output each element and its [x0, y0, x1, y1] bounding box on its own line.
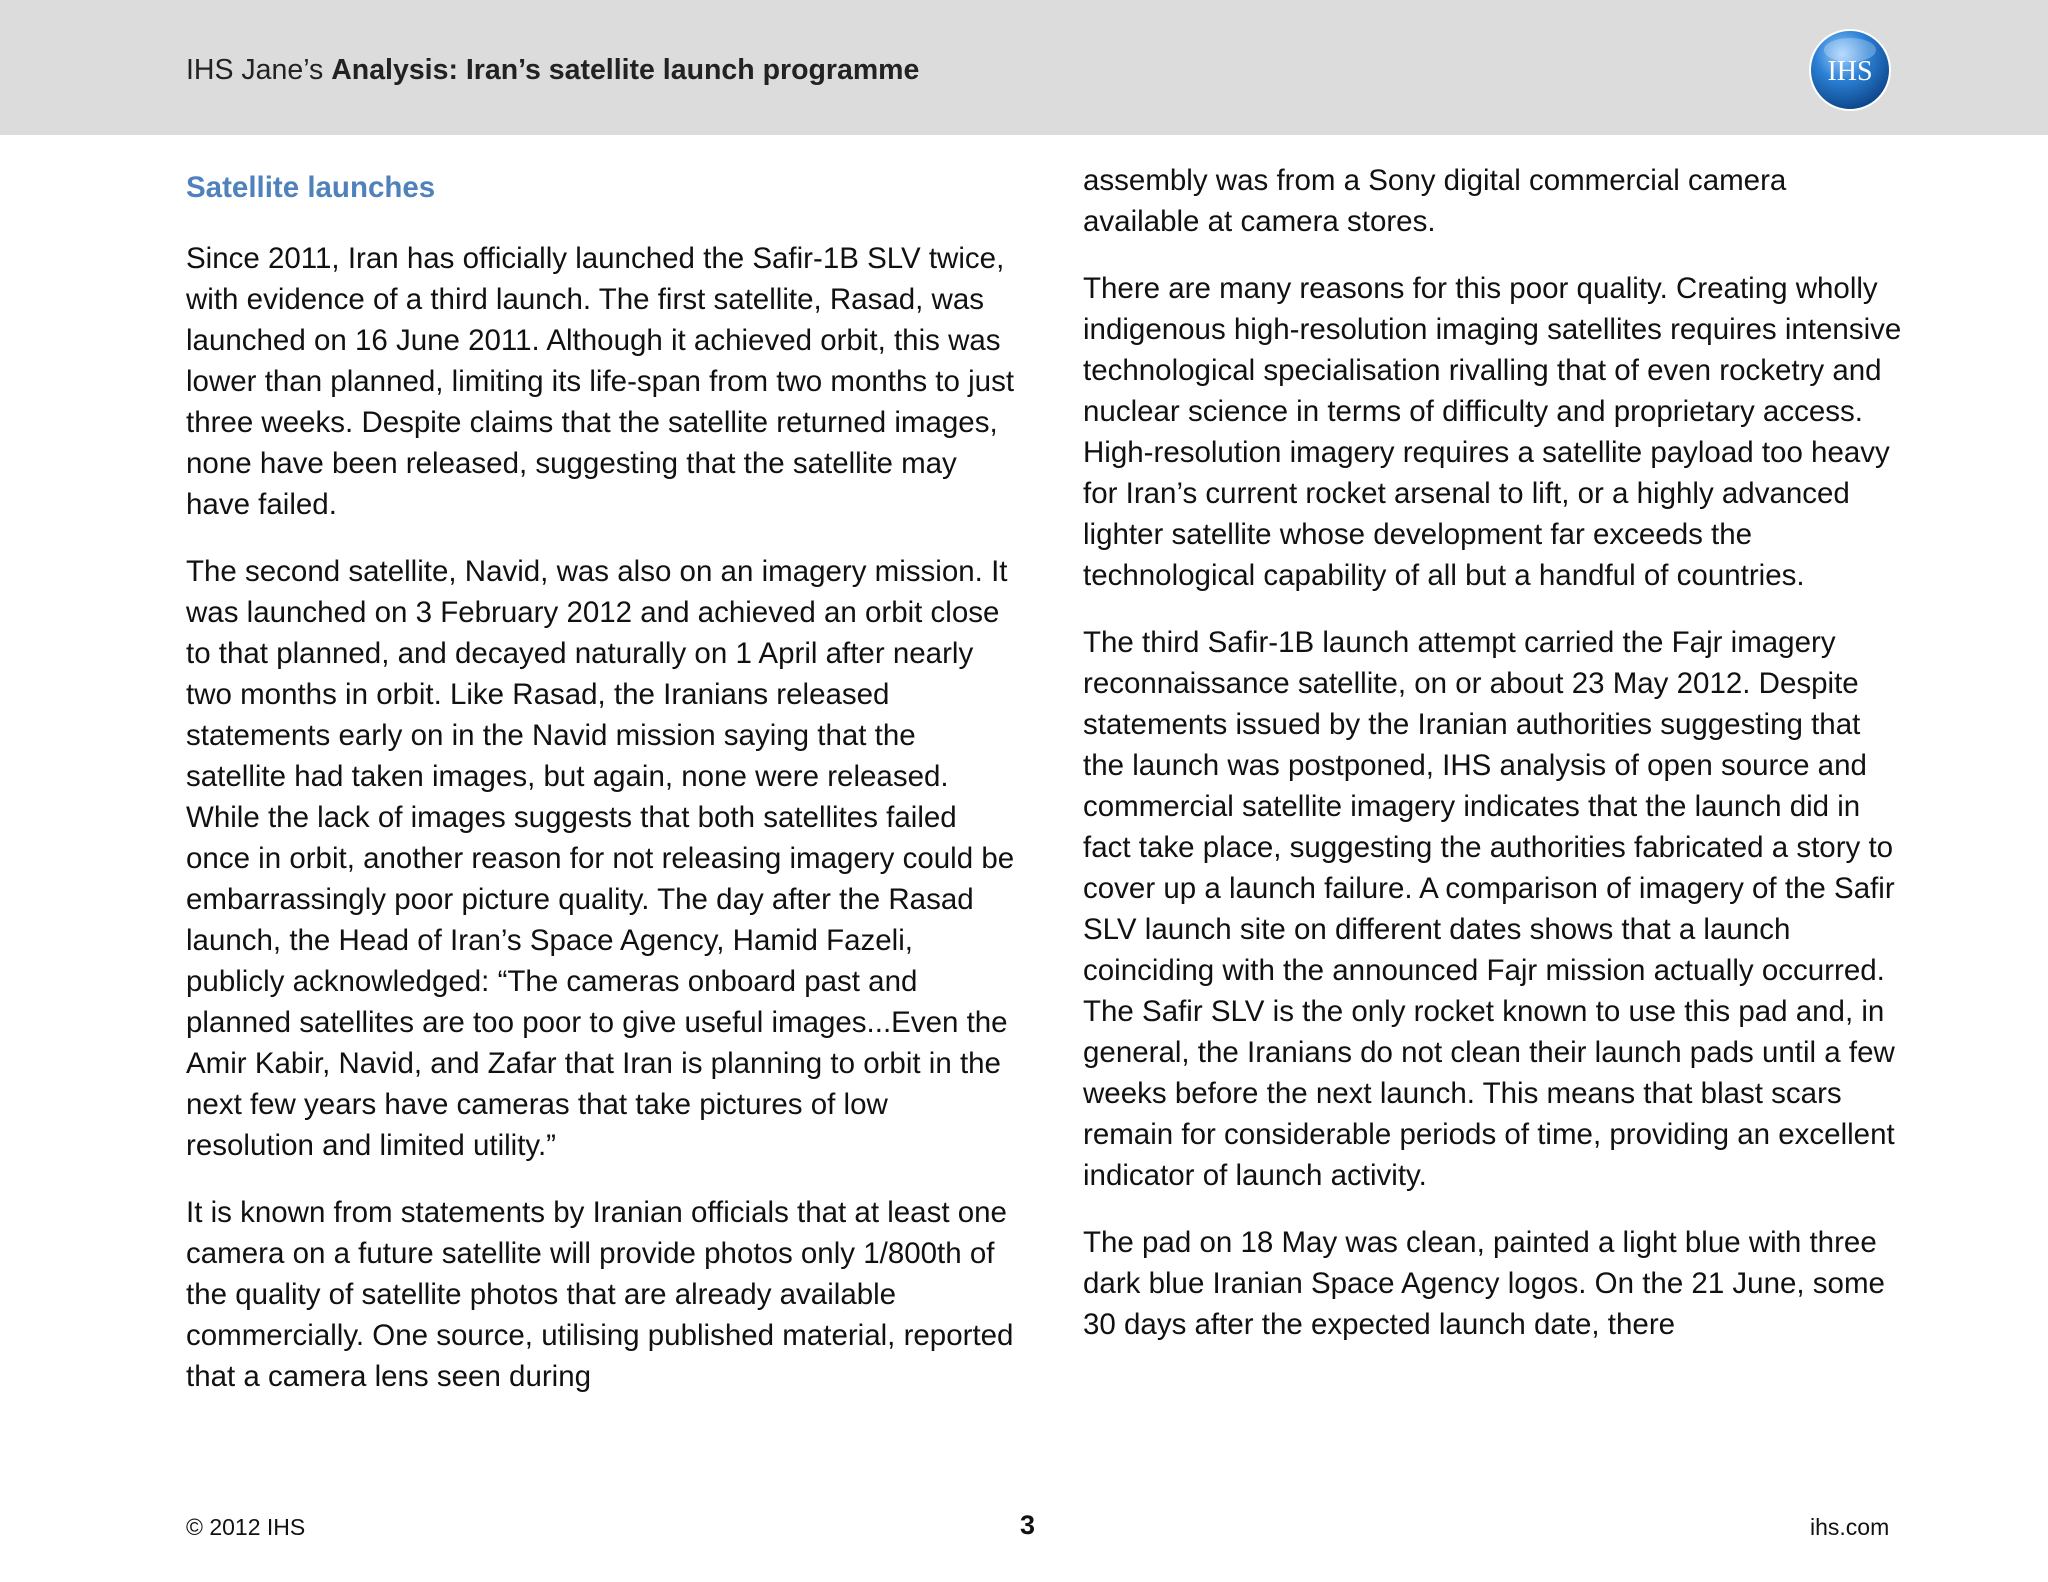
site-link[interactable]: ihs.com	[1810, 1514, 1890, 1540]
page-number: 3	[1020, 1510, 1036, 1540]
paragraph: The pad on 18 May was clean, painted a light blue with three dark blue Iranian Space Agency logos. On the 21 June, some 30 days after the expected launch date, there	[1083, 1226, 1885, 1341]
left-column	[186, 160, 1016, 1423]
paragraph: assembly was from a Sony digital commercial camera available at camera stores.	[1083, 164, 1787, 238]
header-document-title: Analysis: Iran’s satellite launch programme	[331, 54, 920, 86]
paragraph: Since 2011, Iran has officially launched the Safir-1B SLV twice, with evidence of a third launch. The first satellite, Rasad, was launched on 16 June 2011. Although it achieved orbit, this was lower than planned, limiting its life-span from two months to just three weeks. Despite claims that the satellite returned images, none have been released, suggesting that the satellite may have failed.	[186, 242, 1015, 521]
paragraph: The second satellite, Navid, was also on an imagery mission. It was launched on 3 February 2012 and achieved an orbit close to that planned, and decayed naturally on 1 April after nearly two months in orbit. Like Rasad, the Iranians released statements early on in the Navid mission saying that the satellite had taken images, but again, none were released. While the lack of images suggests that both satellites failed once in orbit, another reason for not releasing imagery could be embarrassingly poor picture quality. The day after the Rasad launch, the Head of Iran’s Space Agency, Hamid Fazeli, publicly acknowledged: “The cameras onboard past and planned satellites are too poor to give useful images...Even the Amir Kabir, Navid, and Zafar that Iran is planning to orbit in the next few years have cameras that take pictures of low resolution and limited utility.”	[186, 555, 1015, 1162]
copyright: © 2012 IHS	[186, 1514, 306, 1540]
page-header	[0, 0, 2048, 135]
paragraph: The third Safir-1B launch attempt carried the Fajr imagery reconnaissance satellite, on or about 23 May 2012. Despite statements issued by the Iranian authorities suggesting that the launch was postponed, IHS analysis of open source and commercial satellite imagery indicates that the launch did in fact take place, suggesting the authorities fabricated a story to cover up a launch failure. A comparison of imagery of the Safir SLV launch site on different dates shows that a launch coinciding with the announced Fajr mission actually occurred. The Safir SLV is the only rocket known to use this pad and, in general, the Iranians do not clean their launch pads until a few weeks before the next launch. This means that blast scars remain for considerable periods of time, providing an excellent indicator of launch activity.	[1083, 626, 1895, 1192]
logo-text: IHS	[1827, 56, 1873, 87]
section-heading: Satellite launches	[186, 171, 436, 204]
ihs-logo-icon	[1808, 28, 1892, 112]
right-column	[1083, 160, 1903, 1371]
paragraph: It is known from statements by Iranian officials that at least one camera on a future satellite will provide photos only 1/800th of the quality of satellite photos that are already available commercially. One source, utilising published material, reported that a camera lens seen during	[186, 1196, 1014, 1393]
header-title	[186, 54, 919, 87]
header-prefix: IHS Jane’s	[186, 54, 324, 86]
paragraph: There are many reasons for this poor quality. Creating wholly indigenous high-resolution imaging satellites requires intensive technological specialisation rivalling that of even rocketry and nuclear science in terms of difficulty and proprietary access. High-resolution imagery requires a satellite payload too heavy for Iran’s current rocket arsenal to lift, or a highly advanced lighter satellite whose development far exceeds the technological capability of all but a handful of countries.	[1083, 272, 1902, 592]
page-footer	[0, 1510, 2048, 1550]
